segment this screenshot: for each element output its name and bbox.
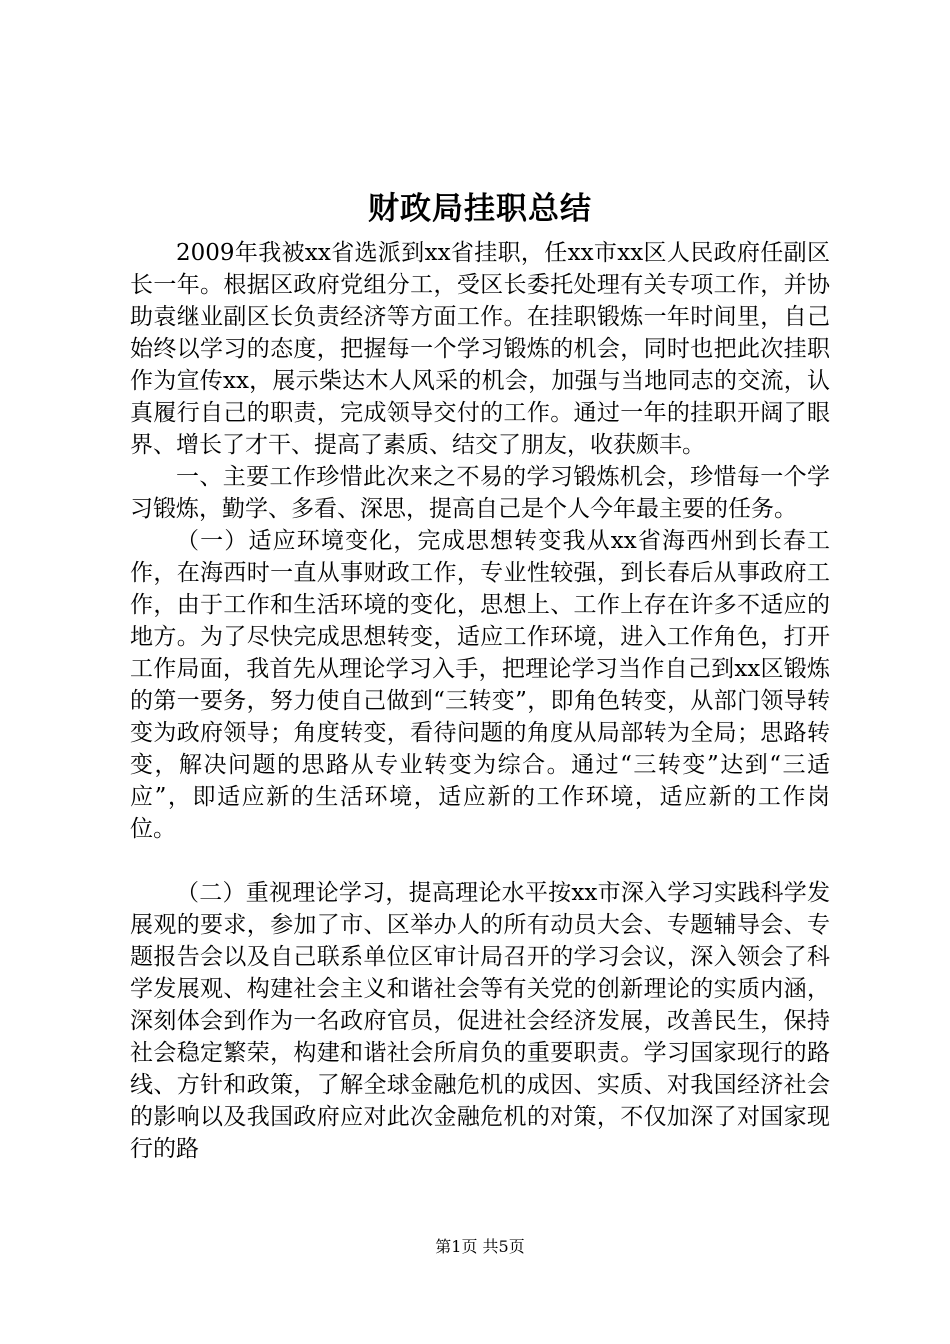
paragraph-theory-study: （二）重视理论学习，提高理论水平按xx市深入学习实践科学发展观的要求，参加了市、区举办人的所有动员大会、专题辅导会、专题报告会以及自己联系单位区审计局召开的学习会议，深入领会了科学发展观、构建社会主义和谐社会等有关党的创新理论的实质内涵，深刻体会到作为一名政府官员，促进社会经济发展，改善民生，保持社会稳定繁荣，构建和谐社会所肩负的重要职责。学习国家现行的路线、方针和政策，了解全球金融危机的成因、实质、对我国经济社会的影响以及我国政府应对此次金融危机的对策，不仅加深了对国家现行的路 (130, 880, 830, 1162)
paragraph-adapt-environment: （一）适应环境变化，完成思想转变我从xx省海西州到长春工作，在海西时一直从事财政工作，专业性较强，到长春后从事政府工作，由于工作和生活环境的变化，思想上、工作上存在许多不适应的地方。为了尽快完成思想转变，适应工作环境，进入工作角色，打开工作局面，我首先从理论学习入手，把理论学习当作自己到xx区锻炼的第一要务，努力使自己做到“三转变”，即角色转变，从部门领导转变为政府领导；角度转变，看待问题的角度从局部转为全局；思路转变，解决问题的思路从专业转变为综合。通过“三转变”达到“三适应”，即适应新的生活环境，适应新的工作环境，适应新的工作岗位。 (130, 528, 830, 842)
paragraph-intro: 2009年我被xx省选派到xx省挂职，任xx市xx区人民政府任副区长一年。根据区政府党组分工，受区长委托处理有关专项工作，并协助袁继业副区长负责经济等方面工作。在挂职锻炼一年时间里，自己始终以学习的态度，把握每一个学习锻炼的机会，同时也把此次挂职作为宣传xx，展示柴达木人风采的机会，加强与当地同志的交流，认真履行自己的职责，完成领导交付的工作。通过一年的挂职开阔了眼界、增长了才干、提高了素质、结交了朋友，收获颇丰。 (130, 240, 830, 458)
document-body (130, 237, 830, 1165)
page-footer: 第1页 共5页 (435, 1237, 525, 1256)
paragraph-main-work: 一、主要工作珍惜此次来之不易的学习锻炼机会，珍惜每一个学习锻炼，勤学、多看、深思，提高自己是个人今年最主要的任务。 (130, 464, 830, 522)
document-title: 财政局挂职总结 (368, 191, 592, 227)
document-page (130, 0, 830, 1344)
